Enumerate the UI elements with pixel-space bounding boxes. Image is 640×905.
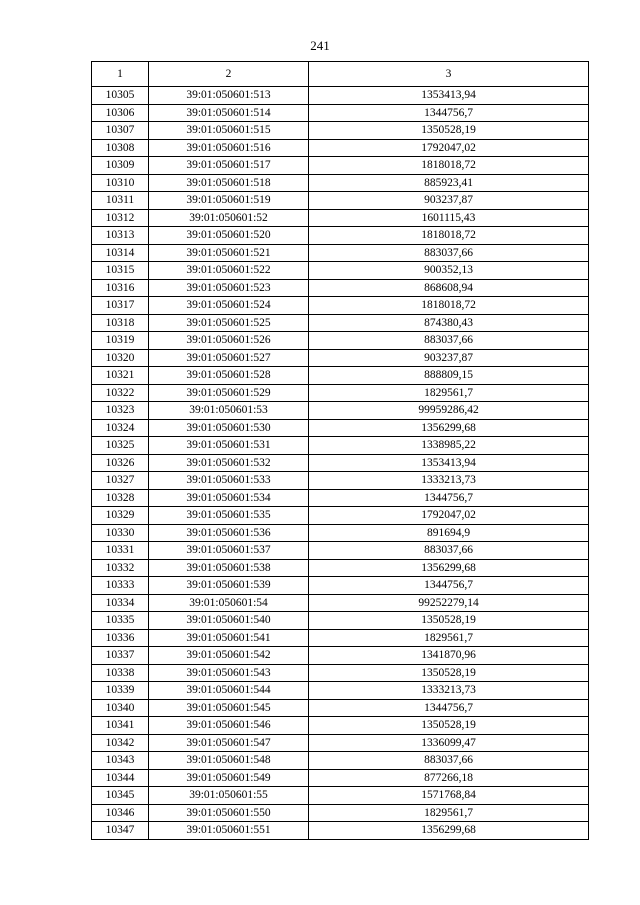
cadastral-number-cell: 39:01:050601:53 (149, 402, 309, 420)
value-cell: 1829561,7 (309, 629, 589, 647)
cadastral-number-cell: 39:01:050601:530 (149, 419, 309, 437)
cadastral-number-cell: 39:01:050601:52 (149, 209, 309, 227)
row-number-cell: 10344 (92, 769, 149, 787)
value-cell: 1356299,68 (309, 822, 589, 840)
table-row (92, 227, 589, 245)
cadastral-number-cell: 39:01:050601:519 (149, 192, 309, 210)
cadastral-number-cell: 39:01:050601:532 (149, 454, 309, 472)
row-number-cell: 10317 (92, 297, 149, 315)
row-number-cell: 10338 (92, 664, 149, 682)
row-number-cell: 10335 (92, 612, 149, 630)
row-number-cell: 10331 (92, 542, 149, 560)
row-number-cell: 10311 (92, 192, 149, 210)
row-number-cell: 10318 (92, 314, 149, 332)
cadastral-number-cell: 39:01:050601:527 (149, 349, 309, 367)
table-row (92, 524, 589, 542)
table-row (92, 349, 589, 367)
cadastral-number-cell: 39:01:050601:523 (149, 279, 309, 297)
table-row (92, 437, 589, 455)
table-row (92, 244, 589, 262)
row-number-cell: 10347 (92, 822, 149, 840)
row-number-cell: 10326 (92, 454, 149, 472)
cadastral-number-cell: 39:01:050601:551 (149, 822, 309, 840)
value-cell: 877266,18 (309, 769, 589, 787)
cadastral-number-cell: 39:01:050601:545 (149, 699, 309, 717)
value-cell: 1792047,02 (309, 507, 589, 525)
row-number-cell: 10330 (92, 524, 149, 542)
value-cell: 868608,94 (309, 279, 589, 297)
value-cell: 885923,41 (309, 174, 589, 192)
row-number-cell: 10346 (92, 804, 149, 822)
value-cell: 1344756,7 (309, 699, 589, 717)
cadastral-number-cell: 39:01:050601:516 (149, 139, 309, 157)
table-row (92, 87, 589, 105)
row-number-cell: 10307 (92, 122, 149, 140)
cadastral-number-cell: 39:01:050601:524 (149, 297, 309, 315)
value-cell: 1344756,7 (309, 489, 589, 507)
value-cell: 99252279,14 (309, 594, 589, 612)
row-number-cell: 10337 (92, 647, 149, 665)
table-row (92, 752, 589, 770)
table-body (92, 87, 589, 840)
cadastral-number-cell: 39:01:050601:542 (149, 647, 309, 665)
value-cell: 1344756,7 (309, 104, 589, 122)
cadastral-number-cell: 39:01:050601:520 (149, 227, 309, 245)
cadastral-number-cell: 39:01:050601:536 (149, 524, 309, 542)
table-row (92, 559, 589, 577)
table-row (92, 104, 589, 122)
value-cell: 1333213,73 (309, 682, 589, 700)
cadastral-number-cell: 39:01:050601:548 (149, 752, 309, 770)
data-table (91, 61, 589, 840)
table-header (92, 62, 589, 87)
row-number-cell: 10342 (92, 734, 149, 752)
value-cell: 1353413,94 (309, 454, 589, 472)
cadastral-number-cell: 39:01:050601:518 (149, 174, 309, 192)
value-cell: 1829561,7 (309, 804, 589, 822)
value-cell: 1818018,72 (309, 157, 589, 175)
table-row (92, 367, 589, 385)
row-number-cell: 10308 (92, 139, 149, 157)
cadastral-number-cell: 39:01:050601:540 (149, 612, 309, 630)
value-cell: 903237,87 (309, 192, 589, 210)
table-row (92, 682, 589, 700)
cadastral-number-cell: 39:01:050601:515 (149, 122, 309, 140)
row-number-cell: 10313 (92, 227, 149, 245)
cadastral-number-cell: 39:01:050601:546 (149, 717, 309, 735)
row-number-cell: 10340 (92, 699, 149, 717)
column-header-3: 3 (309, 62, 589, 87)
value-cell: 1344756,7 (309, 577, 589, 595)
column-header-1: 1 (92, 62, 149, 87)
value-cell: 888809,15 (309, 367, 589, 385)
row-number-cell: 10341 (92, 717, 149, 735)
value-cell: 900352,13 (309, 262, 589, 280)
row-number-cell: 10312 (92, 209, 149, 227)
value-cell: 1353413,94 (309, 87, 589, 105)
cadastral-number-cell: 39:01:050601:538 (149, 559, 309, 577)
column-header-2: 2 (149, 62, 309, 87)
cadastral-number-cell: 39:01:050601:521 (149, 244, 309, 262)
cadastral-number-cell: 39:01:050601:539 (149, 577, 309, 595)
cadastral-number-cell: 39:01:050601:522 (149, 262, 309, 280)
row-number-cell: 10314 (92, 244, 149, 262)
cadastral-number-cell: 39:01:050601:514 (149, 104, 309, 122)
row-number-cell: 10323 (92, 402, 149, 420)
cadastral-number-cell: 39:01:050601:525 (149, 314, 309, 332)
cadastral-number-cell: 39:01:050601:55 (149, 787, 309, 805)
row-number-cell: 10333 (92, 577, 149, 595)
table-row (92, 699, 589, 717)
value-cell: 1601115,43 (309, 209, 589, 227)
cadastral-number-cell: 39:01:050601:549 (149, 769, 309, 787)
row-number-cell: 10309 (92, 157, 149, 175)
value-cell: 1571768,84 (309, 787, 589, 805)
row-number-cell: 10315 (92, 262, 149, 280)
table-row (92, 402, 589, 420)
value-cell: 1818018,72 (309, 297, 589, 315)
value-cell: 1336099,47 (309, 734, 589, 752)
table-row (92, 174, 589, 192)
row-number-cell: 10332 (92, 559, 149, 577)
table-row (92, 384, 589, 402)
table-row (92, 297, 589, 315)
cadastral-number-cell: 39:01:050601:535 (149, 507, 309, 525)
table-row (92, 157, 589, 175)
value-cell: 1341870,96 (309, 647, 589, 665)
table-row (92, 314, 589, 332)
cadastral-number-cell: 39:01:050601:541 (149, 629, 309, 647)
value-cell: 883037,66 (309, 332, 589, 350)
value-cell: 1818018,72 (309, 227, 589, 245)
row-number-cell: 10339 (92, 682, 149, 700)
row-number-cell: 10328 (92, 489, 149, 507)
cadastral-number-cell: 39:01:050601:550 (149, 804, 309, 822)
row-number-cell: 10336 (92, 629, 149, 647)
table-row (92, 454, 589, 472)
cadastral-number-cell: 39:01:050601:537 (149, 542, 309, 560)
table-row (92, 332, 589, 350)
table-row (92, 192, 589, 210)
cadastral-number-cell: 39:01:050601:513 (149, 87, 309, 105)
table-row (92, 419, 589, 437)
row-number-cell: 10324 (92, 419, 149, 437)
table-row (92, 769, 589, 787)
cadastral-number-cell: 39:01:050601:534 (149, 489, 309, 507)
value-cell: 1350528,19 (309, 612, 589, 630)
row-number-cell: 10325 (92, 437, 149, 455)
table-row (92, 507, 589, 525)
value-cell: 1792047,02 (309, 139, 589, 157)
table-row (92, 822, 589, 840)
value-cell: 891694,9 (309, 524, 589, 542)
row-number-cell: 10319 (92, 332, 149, 350)
value-cell: 99959286,42 (309, 402, 589, 420)
table-row (92, 139, 589, 157)
table-row (92, 787, 589, 805)
row-number-cell: 10316 (92, 279, 149, 297)
table-row (92, 664, 589, 682)
cadastral-number-cell: 39:01:050601:528 (149, 367, 309, 385)
table-row (92, 629, 589, 647)
value-cell: 1356299,68 (309, 419, 589, 437)
value-cell: 1829561,7 (309, 384, 589, 402)
cadastral-number-cell: 39:01:050601:54 (149, 594, 309, 612)
header-row (92, 62, 589, 87)
table-row (92, 647, 589, 665)
row-number-cell: 10320 (92, 349, 149, 367)
cadastral-number-cell: 39:01:050601:533 (149, 472, 309, 490)
row-number-cell: 10310 (92, 174, 149, 192)
cadastral-number-cell: 39:01:050601:531 (149, 437, 309, 455)
cadastral-number-cell: 39:01:050601:544 (149, 682, 309, 700)
value-cell: 1350528,19 (309, 122, 589, 140)
cadastral-number-cell: 39:01:050601:529 (149, 384, 309, 402)
row-number-cell: 10345 (92, 787, 149, 805)
table-row (92, 594, 589, 612)
value-cell: 903237,87 (309, 349, 589, 367)
row-number-cell: 10343 (92, 752, 149, 770)
row-number-cell: 10327 (92, 472, 149, 490)
table-row (92, 122, 589, 140)
table-row (92, 577, 589, 595)
value-cell: 874380,43 (309, 314, 589, 332)
table-row (92, 209, 589, 227)
row-number-cell: 10305 (92, 87, 149, 105)
value-cell: 1350528,19 (309, 717, 589, 735)
cadastral-number-cell: 39:01:050601:517 (149, 157, 309, 175)
table-row (92, 717, 589, 735)
table-row (92, 804, 589, 822)
cadastral-number-cell: 39:01:050601:526 (149, 332, 309, 350)
row-number-cell: 10306 (92, 104, 149, 122)
table-row (92, 489, 589, 507)
value-cell: 1338985,22 (309, 437, 589, 455)
value-cell: 883037,66 (309, 542, 589, 560)
row-number-cell: 10329 (92, 507, 149, 525)
table-row (92, 734, 589, 752)
value-cell: 883037,66 (309, 752, 589, 770)
table-row (92, 542, 589, 560)
page-number: 241 (310, 38, 330, 53)
cadastral-number-cell: 39:01:050601:547 (149, 734, 309, 752)
table-row (92, 612, 589, 630)
value-cell: 1333213,73 (309, 472, 589, 490)
table-row (92, 279, 589, 297)
value-cell: 1350528,19 (309, 664, 589, 682)
row-number-cell: 10322 (92, 384, 149, 402)
value-cell: 883037,66 (309, 244, 589, 262)
row-number-cell: 10334 (92, 594, 149, 612)
value-cell: 1356299,68 (309, 559, 589, 577)
table-row (92, 262, 589, 280)
row-number-cell: 10321 (92, 367, 149, 385)
table-row (92, 472, 589, 490)
cadastral-number-cell: 39:01:050601:543 (149, 664, 309, 682)
